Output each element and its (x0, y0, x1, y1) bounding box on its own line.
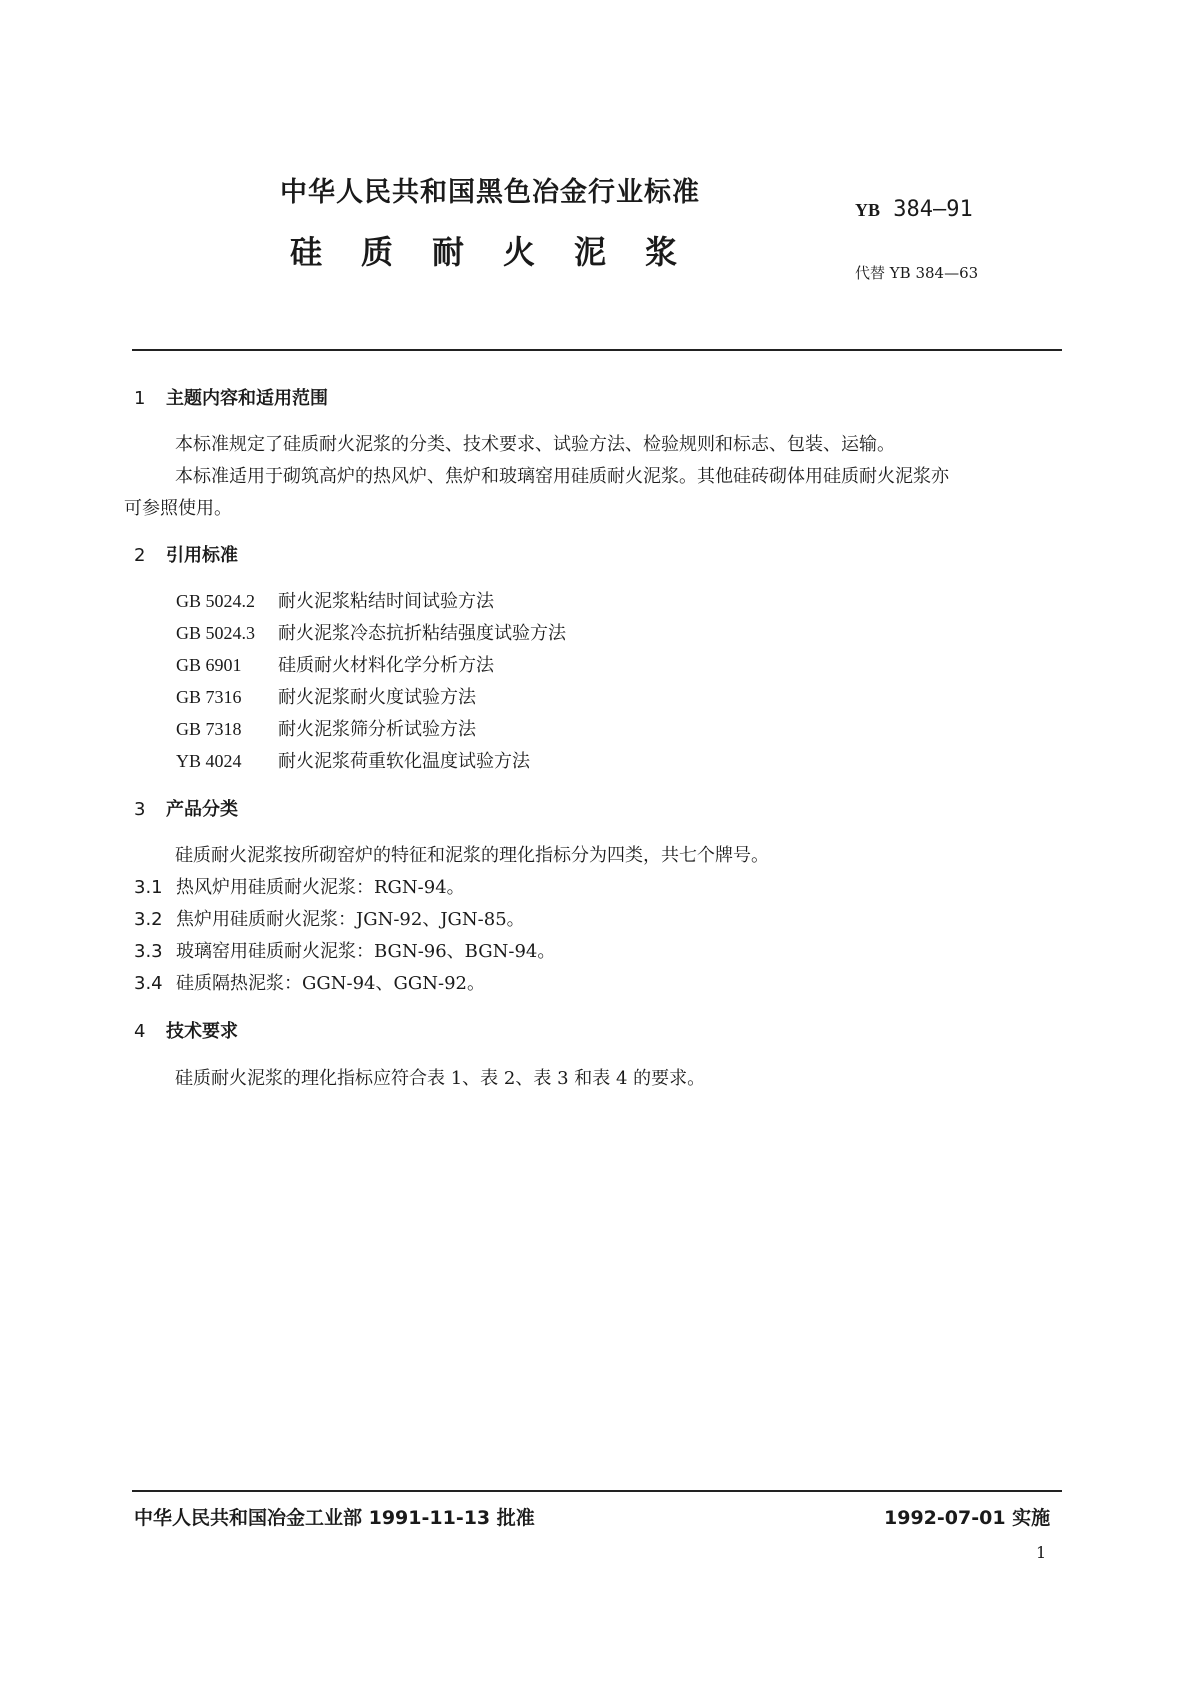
section-number: 3 (134, 799, 146, 820)
section-4-paragraph: 硅质耐火泥浆的理化指标应符合表 1、表 2、表 3 和表 4 的要求。 (175, 1068, 706, 1089)
reference-item (176, 619, 566, 645)
item-number: 3.3 (134, 941, 163, 962)
item-text: 玻璃窑用硅质耐火泥浆：BGN-96、BGN-94。 (176, 941, 556, 962)
item-number: 3.1 (134, 877, 163, 898)
reference-code: GB 5024.3 (176, 623, 256, 643)
section-1-paragraph-2-line-1: 本标准适用于砌筑高炉的热风炉、焦炉和玻璃窑用硅质耐火泥浆。其他硅砖砌体用硅质耐火泥浆亦 (175, 466, 949, 487)
reference-title: 硅质耐火材料化学分析方法 (278, 655, 494, 676)
section-3-heading (134, 795, 238, 821)
item-number: 3.4 (134, 973, 163, 994)
footer-divider (132, 1490, 1062, 1492)
item-text: 热风炉用硅质耐火泥浆：RGN-94。 (176, 877, 465, 898)
page-number: 1 (1036, 1543, 1047, 1562)
reference-code: GB 7318 (176, 719, 242, 739)
section-title: 主题内容和适用范围 (166, 388, 328, 409)
item-text: 焦炉用硅质耐火泥浆：JGN-92、JGN-85。 (176, 909, 525, 930)
reference-code: GB 6901 (176, 655, 242, 675)
header-divider (132, 349, 1062, 351)
standard-code (855, 197, 973, 222)
reference-code: GB 5024.2 (176, 591, 256, 611)
section-1-heading (134, 384, 328, 410)
classification-item (134, 937, 555, 963)
standard-code-prefix: YB (855, 200, 881, 220)
classification-item (134, 969, 485, 995)
section-title: 产品分类 (166, 799, 238, 820)
section-4-heading (134, 1017, 238, 1043)
implementation-date: 1992-07-01 实施 (884, 1507, 1051, 1529)
reference-item (176, 587, 494, 613)
replaces-note: 代替 YB 384—63 (855, 264, 979, 282)
section-title: 引用标准 (166, 545, 238, 566)
standard-code-number: 384—91 (893, 197, 973, 222)
section-2-heading (134, 541, 238, 567)
reference-title: 耐火泥浆筛分析试验方法 (278, 719, 476, 740)
item-number: 3.2 (134, 909, 163, 930)
classification-item (134, 873, 465, 899)
section-title: 技术要求 (166, 1021, 238, 1042)
approval-date: 中华人民共和国冶金工业部 1991-11-13 批准 (134, 1507, 535, 1529)
reference-item (176, 651, 494, 677)
section-1-paragraph-1: 本标准规定了硅质耐火泥浆的分类、技术要求、试验方法、检验规则和标志、包装、运输。 (175, 434, 895, 455)
reference-item (176, 747, 530, 773)
reference-item (176, 715, 476, 741)
section-number: 4 (134, 1021, 146, 1042)
reference-code: GB 7316 (176, 687, 242, 707)
reference-title: 耐火泥浆耐火度试验方法 (278, 687, 476, 708)
section-number: 2 (134, 545, 146, 566)
standard-type-heading: 中华人民共和国黑色冶金行业标准 (280, 177, 700, 208)
reference-title: 耐火泥浆粘结时间试验方法 (278, 591, 494, 612)
section-3-intro: 硅质耐火泥浆按所砌窑炉的特征和泥浆的理化指标分为四类，共七个牌号。 (175, 845, 769, 866)
reference-title: 耐火泥浆冷态抗折粘结强度试验方法 (278, 623, 566, 644)
document-title: 硅质耐火泥浆 (290, 233, 717, 271)
item-text: 硅质隔热泥浆：GGN-94、GGN-92。 (176, 973, 485, 994)
reference-item (176, 683, 476, 709)
reference-title: 耐火泥浆荷重软化温度试验方法 (278, 751, 530, 772)
reference-code: YB 4024 (176, 751, 242, 771)
section-1-paragraph-2-line-2: 可参照使用。 (124, 498, 232, 519)
section-number: 1 (134, 388, 146, 409)
classification-item (134, 905, 525, 931)
